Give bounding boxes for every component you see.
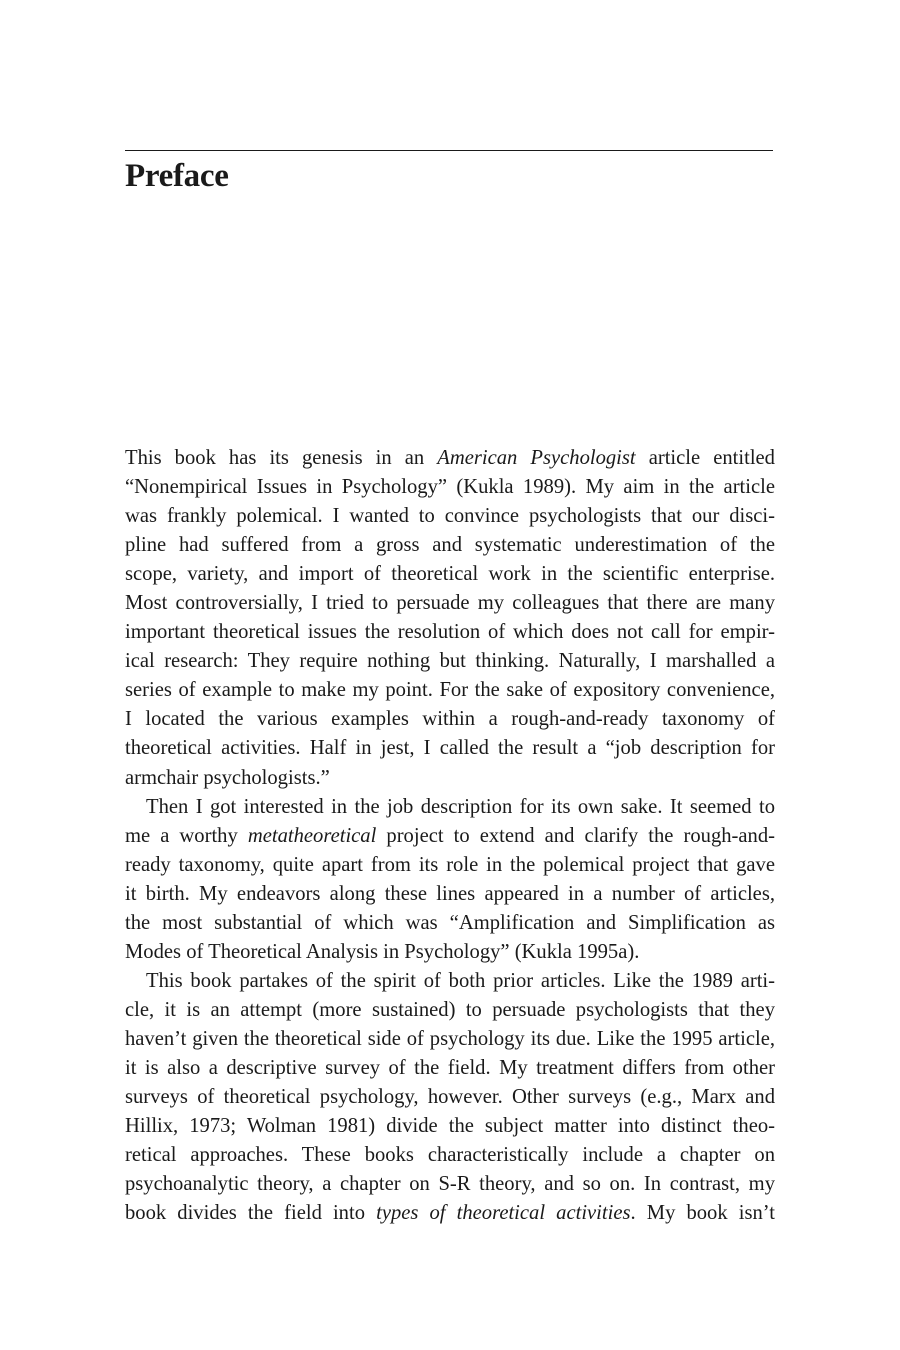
text-line: ready taxonomy, quite apart from its role in the polemical project that gave [125, 853, 775, 876]
text-line: scope, variety, and import of theoretical work in the scientific enterprise. [125, 563, 775, 586]
text-line: This book partakes of the spirit of both prior articles. Like the 1989 arti- [146, 969, 775, 992]
text-line: Hillix, 1973; Wolman 1981) divide the subject matter into distinct theo- [125, 1115, 775, 1138]
text-line: theoretical activities. Half in jest, I called the result a “job description for [125, 737, 775, 760]
italic-term: metatheoretical [247, 824, 377, 847]
text-line: me a worthy metatheoretical project to extend and clarify the rough-and- [125, 824, 775, 847]
text-line: book divides the field into types of theoretical activities. My book isn’t [125, 1202, 775, 1225]
text-line: retical approaches. These books characteristically include a chapter on [125, 1144, 775, 1167]
text-line: pline had suffered from a gross and systematic underestimation of the [125, 534, 775, 557]
text-line: it birth. My endeavors along these lines appeared in a number of articles, [125, 882, 775, 905]
text-line: This book has its genesis in an American Psychologist article entitled [125, 447, 775, 469]
text-line: Most controversially, I tried to persuade my colleagues that there are many [125, 592, 775, 615]
text-line: surveys of theoretical psychology, however. Other surveys (e.g., Marx and [125, 1086, 775, 1109]
text-line: was frankly polemical. I wanted to convince psychologists that our disci- [125, 505, 775, 528]
paragraph [125, 967, 775, 1228]
text-line: Then I got interested in the job description for its own sake. It seemed to [146, 795, 775, 818]
text-line: cle, it is an attempt (more sustained) to persuade psychologists that they [125, 998, 775, 1021]
text-line: psychoanalytic theory, a chapter on S-R theory, and so on. In contrast, my [125, 1173, 775, 1196]
text-line: armchair psychologists.” [125, 766, 330, 789]
italic-title: American Psychologist [437, 447, 636, 469]
text-line: I located the various examples within a rough-and-ready taxonomy of [125, 708, 775, 731]
body-text [125, 444, 775, 1228]
text-line: ical research: They require nothing but thinking. Naturally, I marshalled a [125, 650, 775, 673]
text-line: it is also a descriptive survey of the field. My treatment differs from other [125, 1056, 775, 1079]
italic-phrase: types of theoretical activities [376, 1202, 631, 1225]
text-line: important theoretical issues the resolution of which does not call for empir- [125, 621, 775, 644]
text-line: Modes of Theoretical Analysis in Psychology” (Kukla 1995a). [125, 940, 640, 963]
text-line: “Nonempirical Issues in Psychology” (Kukla 1989). My aim in the article [125, 476, 775, 499]
paragraph [125, 444, 775, 793]
chapter-rule [125, 150, 773, 151]
chapter-title: Preface [125, 158, 229, 194]
text-line: the most substantial of which was “Amplification and Simplification as [125, 911, 775, 934]
text-line: haven’t given the theoretical side of psychology its due. Like the 1995 article, [125, 1027, 775, 1050]
text-line: series of example to make my point. For the sake of expository convenience, [125, 679, 775, 702]
paragraph [125, 793, 775, 967]
